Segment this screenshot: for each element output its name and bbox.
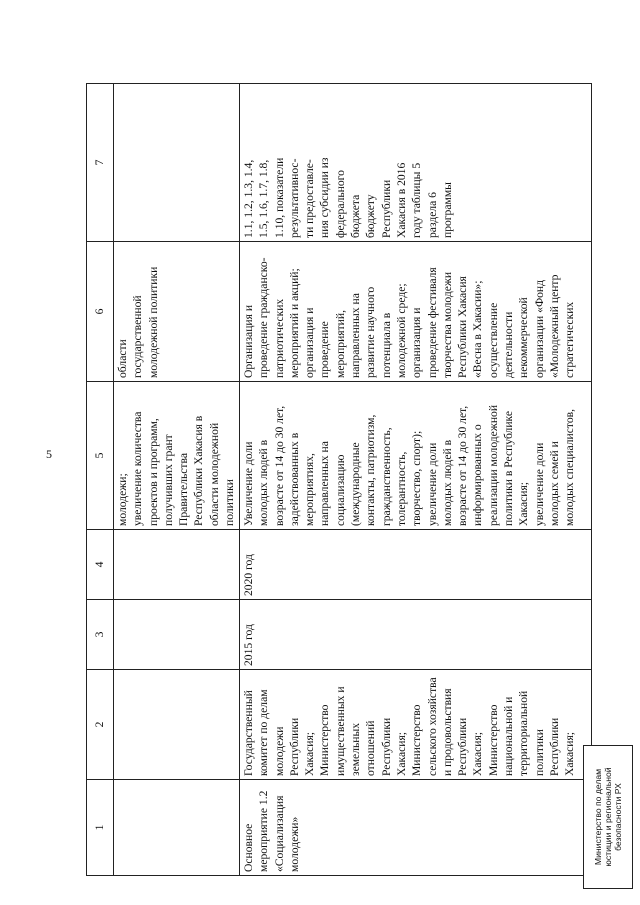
continuation-activity — [114, 780, 240, 876]
header-col-6: 6 — [87, 242, 114, 382]
stamp-line: юстиции и региональной — [603, 767, 613, 867]
stamp-line: безопасности РХ — [613, 783, 623, 851]
table-canvas — [86, 84, 591, 876]
table-row — [114, 84, 240, 876]
ministry-stamp-box — [583, 745, 633, 889]
related-indicators: 1.1, 1.2, 1.3, 1.4, 1.5, 1.6, 1.7, 1.8, 1.10, показатели результативнос- ти предоставле- ния субсидии из федерального бюджета бюджету Республики Хакасия в 2016 году таблицы 5 раздела 6 программы — [240, 84, 592, 242]
header-col-5: 5 — [87, 382, 114, 530]
continuation-results: молодежи; увеличение количества проектов и программ, получивших грант Правительства Республики Хакасия в области молодежной политики — [114, 382, 240, 530]
header-col-1: 1 — [87, 780, 114, 876]
header-col-7: 7 — [87, 84, 114, 242]
continuation-executors — [114, 670, 240, 780]
expected-results: Увеличение доли молодых людей в возрасте от 14 до 30 лет, задействованных в мероприятиях, направленных на социализацию (международные контакты, патриотизм, гражданственность, толерантность, творчество, спорт); увеличение доли молодых людей в возрасте от 14 до 30 лет, информированных о реализации молодежной политики в Республике Хакасия; увеличение доли молодых семей и молодых специалистов, — [240, 382, 592, 530]
continuation-directions: области государственной молодежной политики — [114, 242, 240, 382]
ministry-stamp — [583, 745, 633, 889]
rotated-table-wrapper — [86, 84, 591, 876]
start-year: 2015 год — [240, 600, 592, 670]
program-activities-table — [86, 83, 592, 876]
continuation-indicators — [114, 84, 240, 242]
stamp-line: Министерство по делам — [593, 768, 603, 866]
header-col-4: 4 — [87, 530, 114, 600]
activity-name: Основное мероприятие 1.2 «Социализация молодежи» — [240, 780, 592, 876]
responsible-executors: Государственный комитет по делам молодежи Республики Хакасия; Министерство имущественных и земельных отношений Республики Хакасия; Министерство сельского хозяйства и продовольствия Республики Хакасия; Министерство национальной и территориальной политики Республики Хакасия; — [240, 670, 592, 780]
page-number: 5 — [46, 447, 52, 461]
continuation-end — [114, 530, 240, 600]
continuation-start — [114, 600, 240, 670]
end-year: 2020 год — [240, 530, 592, 600]
table-row — [240, 84, 592, 876]
main-directions: Организация и проведение гражданско- патриотических мероприятий и акций; организация и проведение мероприятий, направленных на развитие научного потенциала в молодежной среде; организация и проведение фестиваля творчества молодежи Республики Хакасия «Весна в Хакасии»; осуществление деятельности некоммерческой организации «Фонд «Молодежный центр стратегических — [240, 242, 592, 382]
table-header-row — [87, 84, 114, 876]
header-col-3: 3 — [87, 600, 114, 670]
header-col-2: 2 — [87, 670, 114, 780]
